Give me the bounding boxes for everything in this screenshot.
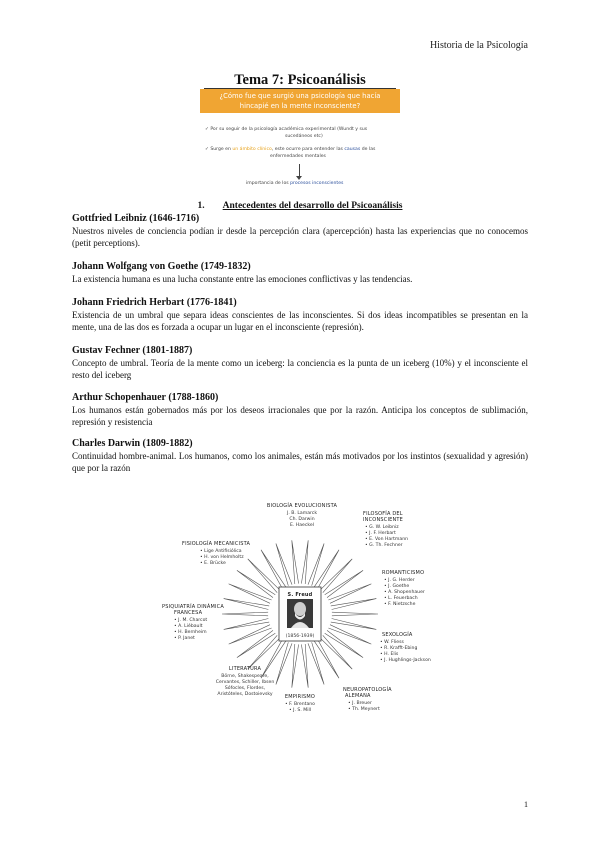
- group-neuropatologia-alemana: [343, 686, 392, 712]
- svg-text:• F. Nietzsche: • F. Nietzsche: [384, 602, 416, 607]
- svg-text:• W. Fliess: • W. Fliess: [380, 640, 404, 645]
- group-biologia-evolucionista: [267, 502, 338, 528]
- svg-text:BIOLOGÍA EVOLUCIONISTA: BIOLOGÍA EVOLUCIONISTA: [266, 503, 338, 509]
- svg-text:Aristóteles, Dostoievsky: Aristóteles, Dostoievsky: [217, 692, 273, 697]
- sunburst-ray: [276, 642, 292, 684]
- svg-text:• Lige Antifisiólica: • Lige Antifisiólica: [200, 549, 242, 554]
- group-empirismo: [285, 694, 315, 713]
- svg-text:EMPIRISMO: EMPIRISMO: [284, 694, 316, 700]
- sunburst-ray: [224, 619, 270, 630]
- note-bullet-1: ✓ Por su seguir de la psicología académica experimental (Wundt y sus sucedáneos etc): [205, 127, 368, 139]
- entry-name: Gustav Fechner (1801-1887): [72, 345, 193, 356]
- entry-name: Johann Friedrich Herbart (1776-1841): [72, 297, 237, 308]
- note-arrow-result: importancia de los procesos inconscientes: [246, 181, 344, 186]
- entry-text: Concepto de umbral. Teoría de la mente como un iceberg: la conciencia es la punta de un iceberg (10%) y el inconsciente el resto del iceberg: [72, 358, 528, 380]
- svg-text:ROMANTICISMO: ROMANTICISMO: [382, 570, 425, 576]
- group-fisiologia-mecanicista: [182, 540, 250, 566]
- freud-years: (1856-1939): [285, 634, 315, 639]
- freud-portrait-icon: [287, 599, 313, 628]
- entry-name: Johann Wolfgang von Goethe (1749-1832): [72, 261, 251, 272]
- svg-text:• J. M. Charcot: • J. M. Charcot: [174, 618, 208, 623]
- svg-text:• R. Krafft-Ebing: • R. Krafft-Ebing: [380, 646, 418, 651]
- svg-text:FISIOLOGÍA MECANICISTA: FISIOLOGÍA MECANICISTA: [182, 541, 251, 547]
- svg-text:• P. Janet: • P. Janet: [174, 636, 195, 641]
- svg-text:Sófocles, Flordes,: Sófocles, Flordes,: [224, 686, 266, 691]
- banner-line-2: hincapié en la mente inconsciente?: [239, 102, 361, 110]
- sunburst-ray: [276, 544, 292, 586]
- svg-text:Ch. Darwin: Ch. Darwin: [289, 517, 315, 522]
- group-psiquiatria-dinamica-francesa: [162, 603, 224, 641]
- svg-text:PSIQUIATRÍA DINÁMICA: PSIQUIATRÍA DINÁMICA: [162, 604, 224, 610]
- banner-line-1: ¿Cómo fue que surgió una psicología que hacía: [219, 92, 381, 100]
- svg-text:• J. F. Herbart: • J. F. Herbart: [365, 531, 396, 536]
- entry-leibniz: [72, 213, 528, 249]
- entry-herbart: [72, 297, 528, 333]
- svg-text:• H. Elis: • H. Elis: [380, 652, 399, 657]
- svg-text:• L. Feuerbach: • L. Feuerbach: [384, 596, 418, 601]
- sunburst-ray: [314, 550, 339, 589]
- svg-text:FRANCESA: FRANCESA: [174, 610, 203, 616]
- entry-name: Gottfried Leibniz (1646-1716): [72, 213, 200, 224]
- svg-text:• J. Hughlings-Jackson: • J. Hughlings-Jackson: [380, 658, 431, 663]
- svg-text:• H. von Helmholtz: • H. von Helmholtz: [200, 555, 244, 560]
- svg-text:INCONSCIENTE: INCONSCIENTE: [363, 517, 404, 523]
- svg-text:• G. W. Leibniz: • G. W. Leibniz: [365, 525, 399, 530]
- sunburst-ray: [331, 599, 377, 610]
- entry-text: Los humanos están gobernados más por los deseos irracionales que por la razón. Anticipa los conceptos de sublimación, represión y resistencia: [72, 405, 528, 427]
- entry-text: Continuidad hombre-animal. Los humanos, como los animales, están más motivados por los instintos (sexualidad y agresión) que por la razón: [72, 451, 528, 473]
- entry-darwin: [72, 438, 528, 474]
- svg-text:• H. Bernheim: • H. Bernheim: [174, 630, 207, 635]
- group-filosofia-inconsciente: [363, 510, 408, 548]
- entry-text: La existencia humana es una lucha constante entre las emociones conflictivas y las tendencias.: [72, 274, 413, 284]
- freud-name: S. Freud: [287, 592, 313, 598]
- page-number: 1: [524, 800, 528, 809]
- svg-text:• Th. Meynert: • Th. Meynert: [348, 707, 380, 712]
- svg-text:LITERATURA: LITERATURA: [228, 666, 262, 672]
- svg-text:• J. Goethe: • J. Goethe: [384, 584, 410, 589]
- sunburst-ray: [331, 619, 377, 630]
- svg-text:NEUROPATOLOGÍA: NEUROPATOLOGÍA: [343, 687, 392, 693]
- entry-fechner: [72, 345, 528, 381]
- entry-text: Nuestros niveles de conciencia podían ir desde la percepción clara (apercepción) hasta las experiencias que no conocemos (petit perceptions).: [72, 226, 528, 248]
- entry-text: Existencia de un umbral que separa ideas conscientes de las inconscientes. Si dos ideas incompatibles se presentan en la mente, una de las dos es forzada a ocupar un lugar en el inconsciente (represión).: [72, 310, 528, 332]
- sunburst-ray: [292, 540, 299, 584]
- svg-text:FILOSOFÍA DEL: FILOSOFÍA DEL: [363, 511, 403, 517]
- entry-name: Arthur Schopenhauer (1788-1860): [72, 392, 219, 403]
- svg-text:• A. Liébault: • A. Liébault: [174, 624, 203, 629]
- sunburst-ray: [224, 599, 270, 610]
- svg-text:• J. G. Herder: • J. G. Herder: [384, 578, 415, 583]
- sunburst-ray: [261, 550, 286, 589]
- arrow-down-icon: [299, 164, 300, 178]
- svg-text:E. Haeckel: E. Haeckel: [289, 523, 315, 528]
- entry-schopenhauer: [72, 392, 528, 428]
- entry-goethe: [72, 261, 528, 285]
- svg-text:• G. Th. Fechner: • G. Th. Fechner: [365, 543, 403, 548]
- sunburst-ray: [261, 639, 286, 678]
- running-header: Historia de la Psicología: [429, 40, 528, 51]
- entry-name: Charles Darwin (1809-1882): [72, 438, 193, 449]
- svg-text:Börne, Shakespeare,: Börne, Shakespeare,: [221, 674, 269, 679]
- sunburst-ray: [222, 612, 268, 616]
- group-literatura: [216, 666, 275, 697]
- sunburst-ray: [308, 642, 324, 684]
- page-title: Tema 7: Psicoanálisis: [234, 72, 366, 88]
- sunburst-ray: [301, 540, 308, 584]
- sunburst-ray: [301, 644, 308, 688]
- svg-text:• F. Brentano: • F. Brentano: [284, 702, 316, 707]
- freud-influences-diagram: [160, 495, 440, 725]
- svg-text:• E. Von Hartmann: • E. Von Hartmann: [365, 537, 409, 542]
- sunburst-ray: [292, 644, 299, 688]
- svg-text:• A. Shopenhauer: • A. Shopenhauer: [384, 590, 425, 595]
- note-bullet-2: ✓ Surge en un ámbito clínico, este ocurre para entender las causas de las enfermedades mentales: [205, 147, 376, 159]
- svg-text:• J. S. Mill: • J. S. Mill: [288, 708, 312, 713]
- section-heading: 1. Antecedentes del desarrollo del Psicoanálisis: [197, 201, 403, 211]
- svg-text:SEXOLOGÍA: SEXOLOGÍA: [382, 632, 413, 638]
- svg-text:• J. Breuer: • J. Breuer: [348, 701, 372, 706]
- sunburst-ray: [314, 639, 339, 678]
- svg-text:J. B. Lamarck: J. B. Lamarck: [287, 511, 317, 516]
- sunburst-ray: [332, 612, 378, 616]
- svg-text:Cervantes, Schiller, Ibsen: Cervantes, Schiller, Ibsen: [215, 680, 275, 685]
- group-sexologia: [380, 631, 431, 663]
- question-banner: [200, 89, 400, 113]
- svg-text:• E. Brücke: • E. Brücke: [200, 561, 226, 566]
- svg-text:ALEMANA: ALEMANA: [345, 693, 371, 699]
- sunburst-ray: [308, 544, 324, 586]
- group-romanticismo: [382, 570, 425, 607]
